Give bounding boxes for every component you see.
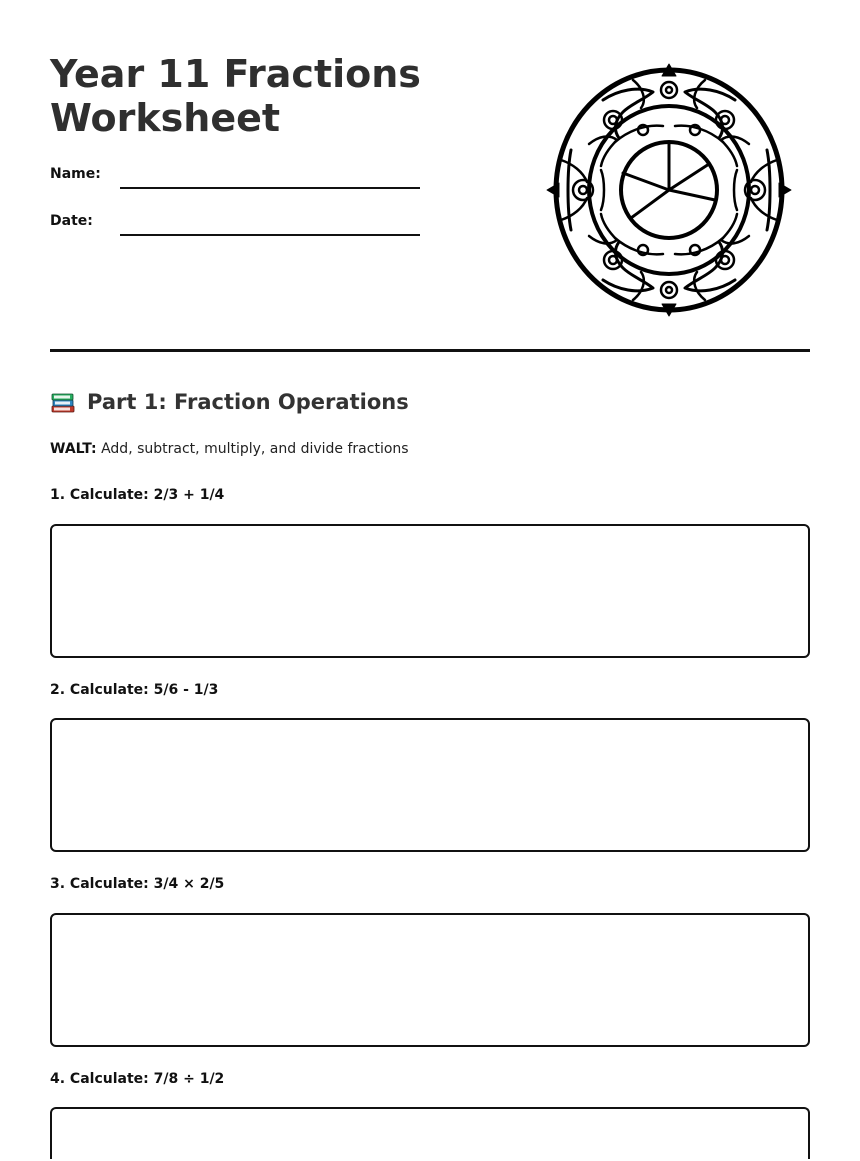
header-divider <box>50 349 810 352</box>
answer-box-1[interactable] <box>50 524 810 658</box>
name-field[interactable] <box>50 166 420 190</box>
part1-heading-text: Part 1: Fraction Operations <box>87 390 409 414</box>
koru-mandala-pie-icon <box>543 60 795 320</box>
walt-label: WALT: <box>50 441 97 457</box>
walt-text: Add, subtract, multiply, and divide fractions <box>101 441 409 457</box>
question-3-label: 3. Calculate: 3/4 × 2/5 <box>50 876 225 892</box>
part1-heading <box>50 389 409 415</box>
books-icon <box>50 389 76 415</box>
name-line[interactable] <box>120 187 420 189</box>
date-label: Date: <box>50 213 93 229</box>
name-label: Name: <box>50 166 101 182</box>
answer-box-3[interactable] <box>50 913 810 1047</box>
question-2-label: 2. Calculate: 5/6 - 1/3 <box>50 682 219 698</box>
answer-box-2[interactable] <box>50 718 810 852</box>
date-field[interactable] <box>50 213 420 237</box>
date-line[interactable] <box>120 234 420 236</box>
question-4-label: 4. Calculate: 7/8 ÷ 1/2 <box>50 1071 225 1087</box>
walt-statement <box>50 441 409 457</box>
answer-box-4[interactable] <box>50 1107 810 1159</box>
question-1-label: 1. Calculate: 2/3 + 1/4 <box>50 487 225 503</box>
page-title: Year 11 Fractions Worksheet <box>50 52 421 140</box>
